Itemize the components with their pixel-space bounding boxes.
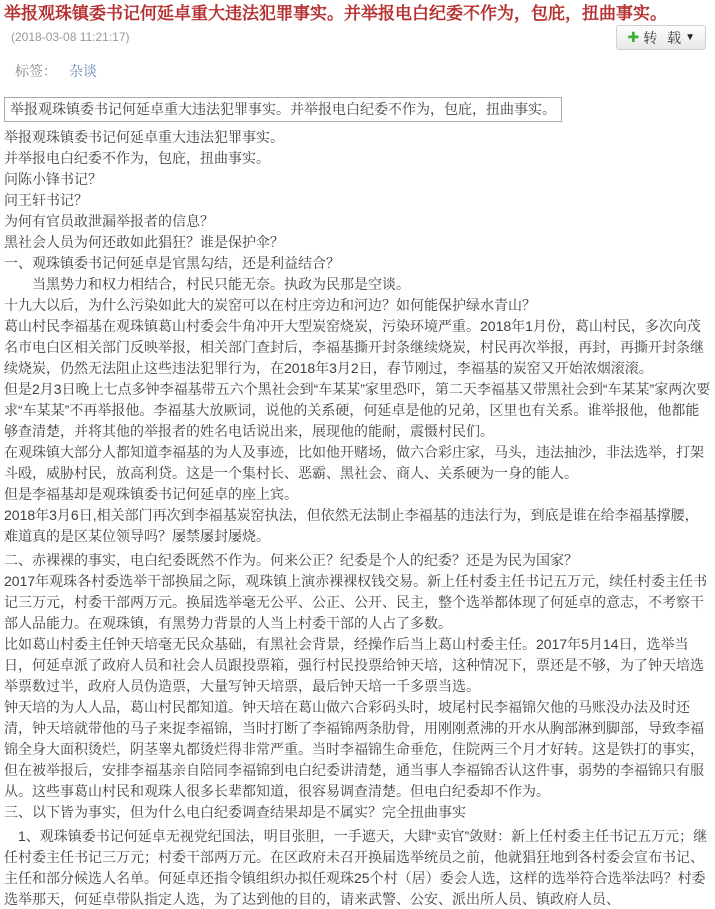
article-paragraph: 葛山村民李福基在观珠镇葛山村委会牛角冲开大型炭窑烧炭，污染环境严重。2018年1月份，葛山村民，多次向茂名市电白区相关部门反映举报，相关部门查封后，李福基撕开封条继续烧炭，村民再次举报，再封，再撕开封条继续烧炭，仍然无法阻止这些违法犯罪行为，在2018年3月2日，春节刚过，李福基的炭窑又开始浓烟滚滚。 (4, 318, 704, 376)
article-paragraph: 1、观珠镇委书记何延卓无视党纪国法，明目张胆，一手遮天，大肆“卖官”敛财：新上任村委主任书记五万元；继任村委主任书记三万元；村委干部两万元。在区政府未召开换届选举统员之前，他就猖狂地到各村委会宣布书记、主任和部分候选人名单。何延卓还指令镇组织办拟任观珠25个村（居）委会人选，这样的选举符合选举法吗？村委选举那天，何延卓带队指定人选，为了达到他的目的，请来武警、公安、派出所人员、镇政府人员、 (4, 828, 708, 907)
article-paragraph: 2017年观珠各村委选举干部换届之际，观珠镇上演赤裸裸权钱交易。新上任村委主任书记五万元，续任村委主任书记三万元，村委干部两万元。换届选举毫无公平、公正、公开、民主，整个选举都体现了何延卓的意志，不考察干部人品能力。在观珠镇，有黑势力背景的人当上村委干部的人占了多数。 (4, 573, 708, 631)
article-paragraph: 并举报电白纪委不作为，包庇，扭曲事实。 (4, 150, 270, 166)
article-paragraph: 三、以下皆为事实，但为什么电白纪委调查结果却是不属实？完全扭曲事实 (4, 804, 466, 820)
article-paragraph: 问陈小锋书记？ (4, 171, 102, 187)
article-paragraph: 问王轩书记？ (4, 192, 88, 208)
tag-link[interactable]: 杂谈 (69, 63, 97, 79)
article-paragraph: 举报观珠镇委书记何延卓重大违法犯罪事实。 (4, 129, 284, 145)
tags-row (15, 61, 711, 81)
post-timestamp: (2018-03-08 11:21:17) (11, 30, 130, 44)
tags-label: 标签： (15, 63, 57, 79)
article-paragraph: 一、观珠镇委书记何延卓是官黑勾结，还是利益结合？ (4, 255, 340, 271)
quoted-title-box: 举报观珠镇委书记何延卓重大违法犯罪事实。并举报电白纪委不作为，包庇，扭曲事实。 (4, 97, 562, 122)
article-paragraph: 二、赤裸裸的事实，电白纪委既然不作为。何来公正？纪委是个人的纪委？还是为民为国家？ (4, 552, 578, 568)
plus-icon: ✚ (627, 29, 640, 45)
article-paragraph: 2018年3月6日,相关部门再次到李福基炭窑执法，但依然无法制止李福基的违法行为，到底是谁在给李福基撑腰，难道真的是区某位领导吗？屡禁屡封屡烧。 (4, 507, 699, 544)
article-paragraph: 为何有官员敢泄漏举报者的信息？ (4, 213, 214, 229)
article-paragraph: 当黑势力和权力相结合，村民只能无奈。执政为民那是空谈。 (32, 276, 410, 292)
article-paragraph: 黑社会人员为何还敢如此猖狂？谁是保护伞？ (4, 234, 284, 250)
article-body (4, 127, 711, 909)
article-paragraph: 比如葛山村委主任钟天培毫无民众基础，有黑社会背景，经操作后当上葛山村委主任。2017年5月14日，选举当日，何延卓派了政府人员和社会人员跟投票箱，强行村民投票给钟天培，这种情况下，票还是不够，为了钟天培选举票数过半，政府人员伪造票，大量写钟天培票，最后钟天培一千多票当选。 (4, 636, 704, 694)
page-title (4, 3, 711, 48)
article-paragraph: 十九大以后，为什么污染如此大的炭窑可以在村庄旁边和河边？如何能保护绿水青山？ (4, 297, 536, 313)
chevron-down-icon: ▼ (685, 32, 695, 43)
article-paragraph: 在观珠镇大部分人都知道李福基的为人及事迹，比如他开赌场，做六合彩庄家，马头，违法抽沙，非法选举，打架斗殴，威胁村民，放高利贷。这是一个集村长、恶霸、黑社会、商人、关系硬为一身的能人。 (4, 444, 704, 481)
article-paragraph: 但是李福基却是观珠镇委书记何延卓的座上宾。 (4, 486, 298, 502)
post-title-text: 举报观珠镇委书记何延卓重大违法犯罪事实。并举报电白纪委不作为，包庇，扭曲事实。 (4, 4, 667, 23)
article-paragraph: 但是2月3日晚上七点多钟李福基带五六个黑社会到“车某某”家里恐吓，第二天李福基又带黑社会到“车某某”家两次要求“车某某”不再举报他。李福基大放厥词，说他的关系硬，何延卓是他的兄弟，区里也有关系。谁举报他，他都能够查清楚，并将其他的举报者的姓名电话说出来，展现他的能耐，震慑村民们。 (4, 381, 711, 439)
repost-button[interactable] (616, 25, 706, 50)
repost-button-label: 转 载 (643, 29, 685, 46)
article-paragraph: 钟天培的为人人品，葛山村民都知道。钟天培在葛山做六合彩码头时，坡尾村民李福锦欠他的马账没办法及时还清，钟天培就带他的马子来捉李福锦，当时打断了李福锦两条肋骨，用刚刚煮沸的开水从胸部淋到脚部，导致李福锦全身大面积烫烂，阴茎睾丸都烫烂得非常严重。当时李福锦生命垂危，住院两三个月才好转。这是铁打的事实，但在被举报后，安排李福基亲自陪同李福锦到电白纪委讲清楚，通当事人李福锦否认这件事，弱势的李福锦只有服从。这些事葛山村民和观珠人很多长辈都知道，很容易调查清楚。但电白纪委却不作为。 (4, 699, 704, 799)
